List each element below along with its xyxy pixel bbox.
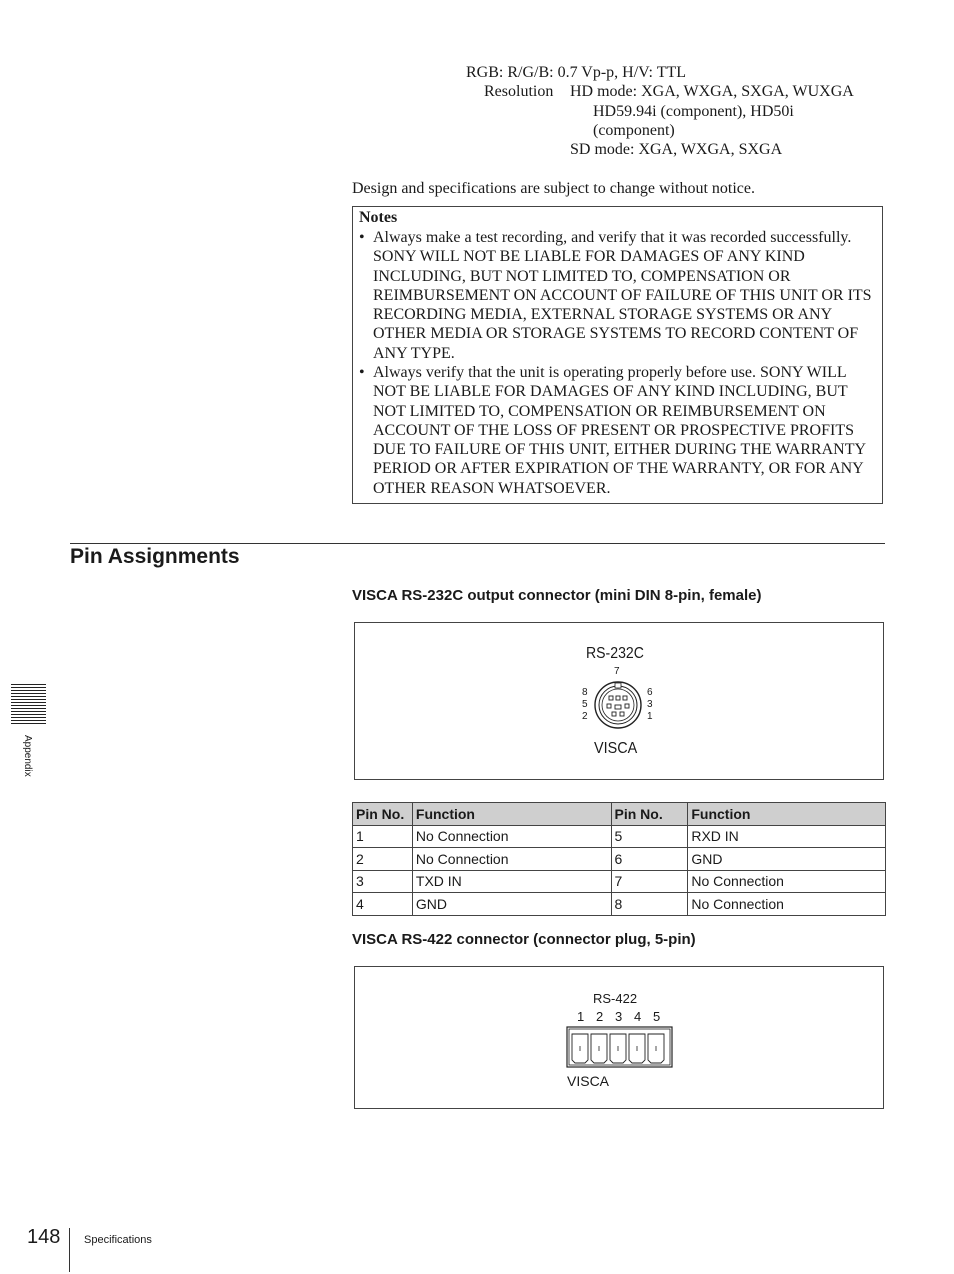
note-text: Always verify that the unit is operating properly before use. SONY WILL NOT BE LIABLE FOR DAMAGES OF ANY KIND INCLUDING, BUT NOT LIMITED TO, COMPENSATION OR REIMBURSEMENT ON ACCOUNT OF THE LOSS OF PRESENT OR PROSPECTIVE PROFITS DUE TO FAILURE OF THIS UNIT, EITHER DURING THE WARRANTY PERIOD OR AFTER EXPIRATION OF THE WARRANTY, OR FOR ANY OTHER REASON WHATSOEVER. bbox=[373, 364, 866, 497]
table-cell: TXD IN bbox=[412, 870, 611, 893]
rs422-pin-label: 5 bbox=[653, 1009, 661, 1024]
rs232-pins-left bbox=[582, 687, 590, 723]
rs232-pin-label: 5 bbox=[582, 699, 588, 710]
pin-assignment-table bbox=[352, 802, 886, 916]
disclaimer-text: Design and specifications are subject to change without notice. bbox=[352, 180, 755, 197]
table-cell: 5 bbox=[611, 825, 688, 848]
rs422-label-top: RS-422 bbox=[593, 991, 638, 1006]
rs422-figure bbox=[354, 966, 884, 1109]
table-row bbox=[353, 870, 886, 893]
rs422-pin-label: 1 bbox=[577, 1009, 585, 1024]
side-tab-label: Appendix bbox=[22, 735, 33, 777]
rs422-pin-label: 4 bbox=[634, 1009, 642, 1024]
table-cell: No Connection bbox=[412, 825, 611, 848]
rs232-pin-label: 7 bbox=[614, 666, 620, 677]
table-cell: No Connection bbox=[688, 870, 886, 893]
bullet-icon: • bbox=[359, 364, 365, 381]
rs232-pins-right bbox=[647, 687, 655, 723]
table-cell: 4 bbox=[353, 893, 413, 916]
table-header-row bbox=[353, 803, 886, 826]
table-cell: 7 bbox=[611, 870, 688, 893]
column-header: Function bbox=[688, 803, 886, 826]
table-cell: 2 bbox=[353, 848, 413, 871]
rs422-pin-label: 3 bbox=[615, 1009, 623, 1024]
rs422-pin-label: 2 bbox=[596, 1009, 604, 1024]
table-row bbox=[353, 893, 886, 916]
table-cell: 8 bbox=[611, 893, 688, 916]
notes-title: Notes bbox=[359, 209, 398, 226]
rs232-label-top: RS-232C bbox=[586, 645, 644, 662]
section-title: Pin Assignments bbox=[70, 545, 240, 568]
side-tab-marker bbox=[11, 684, 46, 724]
rs422-heading: VISCA RS-422 connector (connector plug, 5-pin) bbox=[352, 931, 696, 948]
table-cell: No Connection bbox=[412, 848, 611, 871]
rs232-heading: VISCA RS-232C output connector (mini DIN 8-pin, female) bbox=[352, 587, 762, 604]
table-cell: No Connection bbox=[688, 893, 886, 916]
column-header: Function bbox=[412, 803, 611, 826]
table-cell: RXD IN bbox=[688, 825, 886, 848]
page-number: 148 bbox=[27, 1226, 61, 1248]
footer-divider bbox=[69, 1228, 70, 1272]
section-rule bbox=[70, 543, 885, 544]
table-cell: 3 bbox=[353, 870, 413, 893]
mini-din-connector-icon bbox=[591, 680, 645, 730]
spec-rgb: RGB: R/G/B: 0.7 Vp-p, H/V: TTL bbox=[466, 64, 687, 81]
note-item bbox=[359, 228, 879, 363]
footer-section: Specifications bbox=[84, 1234, 152, 1246]
spec-hd-line-3: (component) bbox=[593, 122, 675, 139]
table-cell: GND bbox=[688, 848, 886, 871]
table-row bbox=[353, 825, 886, 848]
column-header: Pin No. bbox=[611, 803, 688, 826]
spec-resolution-label: Resolution bbox=[484, 83, 554, 100]
spec-hd-line-1: HD mode: XGA, WXGA, SXGA, WUXGA bbox=[570, 83, 854, 100]
rs232-figure bbox=[354, 622, 884, 780]
spec-sd-line: SD mode: XGA, WXGA, SXGA bbox=[570, 141, 783, 158]
terminal-block-connector-icon bbox=[566, 1026, 673, 1068]
notes-box bbox=[352, 206, 883, 504]
rs232-pin-label: 3 bbox=[647, 699, 653, 710]
column-header: Pin No. bbox=[353, 803, 413, 826]
table-cell: 1 bbox=[353, 825, 413, 848]
table-cell: 6 bbox=[611, 848, 688, 871]
rs232-pin-label: 2 bbox=[582, 711, 588, 722]
rs232-pin-label: 8 bbox=[582, 687, 588, 698]
table-row bbox=[353, 848, 886, 871]
rs232-pin-label: 6 bbox=[647, 687, 653, 698]
note-text: Always make a test recording, and verify that it was recorded successfully. SONY WILL NOT BE LIABLE FOR DAMAGES OF ANY KIND INCLUDING, BUT NOT LIMITED TO, COMPENSATION OR REIMBURSEMENT ON ACCOUNT OF FAILURE OF THIS UNIT OR ITS RECORDING MEDIA, EXTERNAL STORAGE SYSTEMS OR ANY OTHER MEDIA OR STORAGE SYSTEMS TO RECORD CONTENT OF ANY TYPE. bbox=[373, 229, 872, 362]
spec-hd-line-2: HD59.94i (component), HD50i bbox=[593, 103, 794, 120]
rs232-label-bottom: VISCA bbox=[594, 740, 638, 757]
rs232-pin-label: 1 bbox=[647, 711, 653, 722]
table-cell: GND bbox=[412, 893, 611, 916]
bullet-icon: • bbox=[359, 229, 365, 246]
rs422-label-bottom: VISCA bbox=[567, 1073, 610, 1089]
note-item bbox=[359, 363, 879, 498]
